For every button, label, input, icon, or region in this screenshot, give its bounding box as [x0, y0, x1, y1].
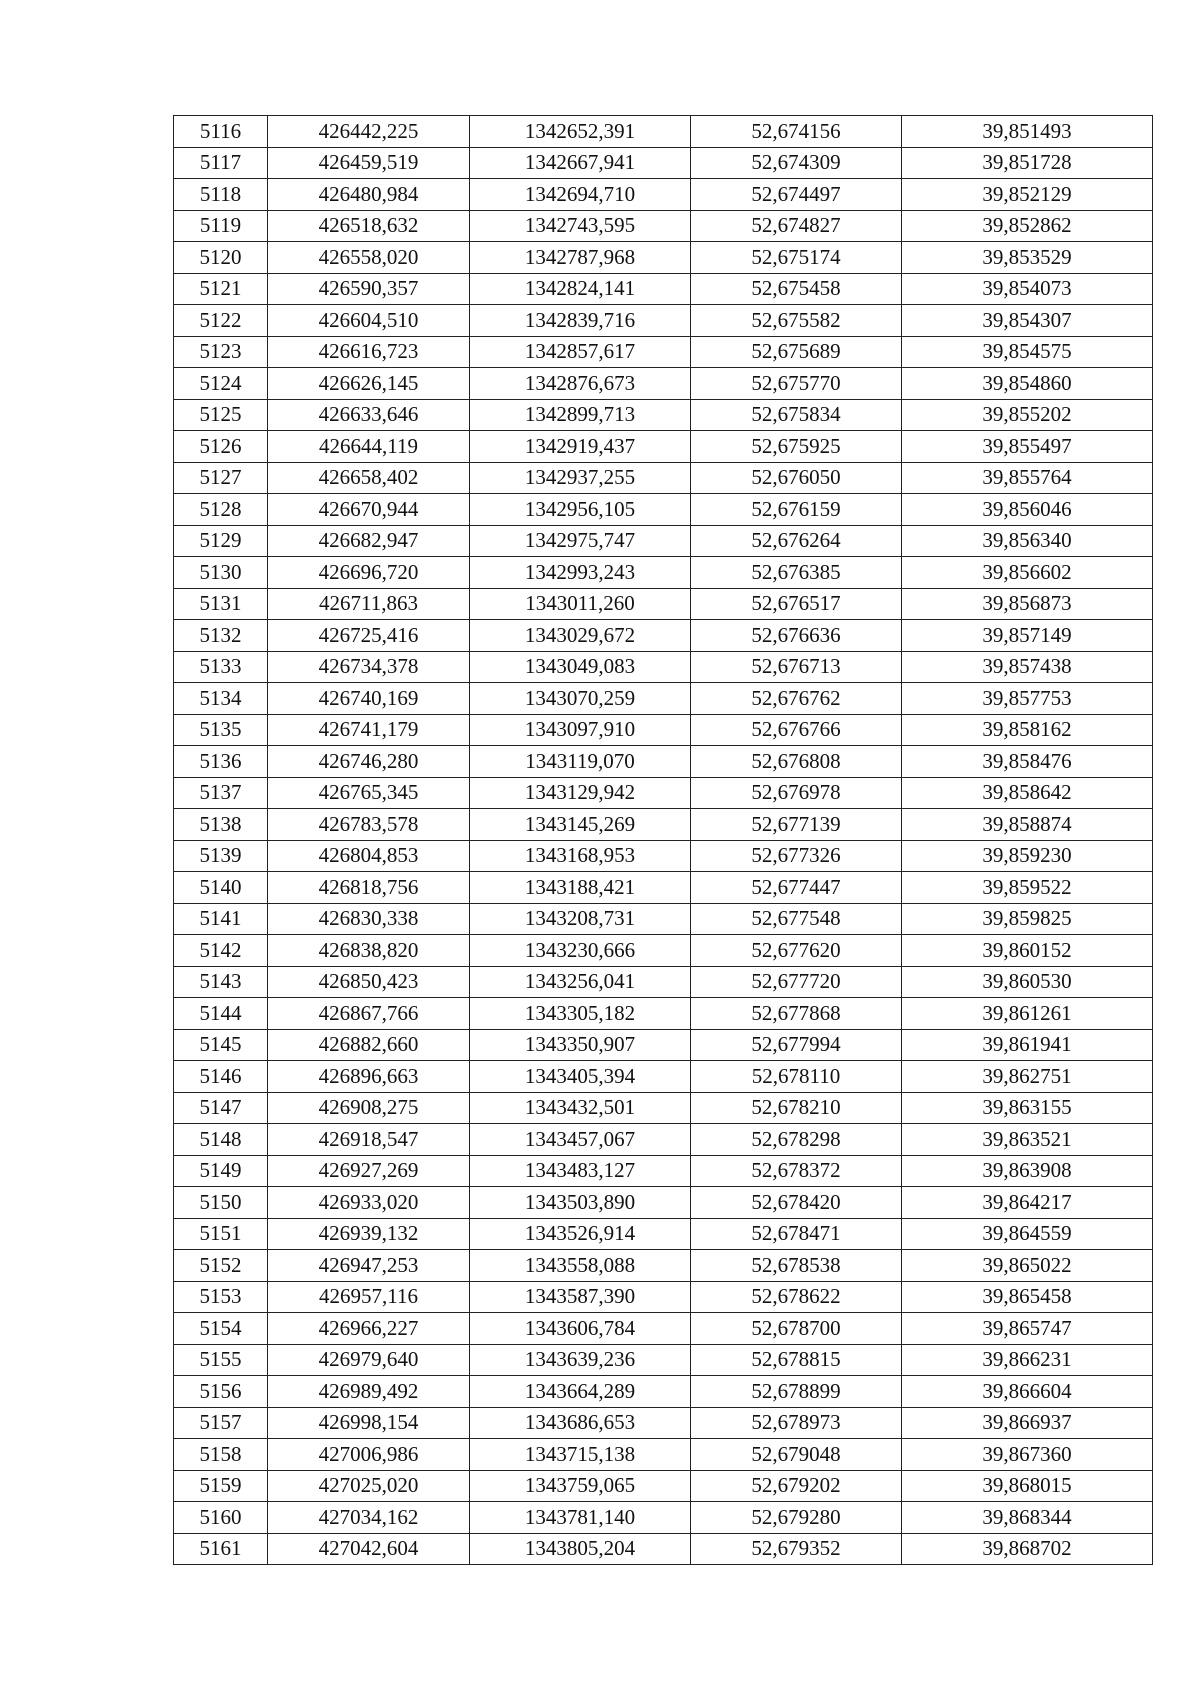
x-coordinate-cell: 426882,660	[268, 1029, 470, 1061]
x-coordinate-cell: 426740,169	[268, 683, 470, 715]
point-number-cell: 5138	[174, 809, 268, 841]
x-coordinate-cell: 427025,020	[268, 1470, 470, 1502]
x-coordinate-cell: 426979,640	[268, 1344, 470, 1376]
point-number-cell: 5134	[174, 683, 268, 715]
y-coordinate-cell: 1342975,747	[470, 525, 691, 557]
longitude-cell: 39,858874	[902, 809, 1153, 841]
point-number-cell: 5130	[174, 557, 268, 589]
table-row	[174, 998, 1153, 1030]
table-row	[174, 966, 1153, 998]
longitude-cell: 39,866231	[902, 1344, 1153, 1376]
point-number-cell: 5152	[174, 1250, 268, 1282]
longitude-cell: 39,854575	[902, 336, 1153, 368]
x-coordinate-cell: 426850,423	[268, 966, 470, 998]
table-row	[174, 1313, 1153, 1345]
point-number-cell: 5149	[174, 1155, 268, 1187]
x-coordinate-cell: 426670,944	[268, 494, 470, 526]
y-coordinate-cell: 1343029,672	[470, 620, 691, 652]
latitude-cell: 52,678622	[691, 1281, 902, 1313]
point-number-cell: 5158	[174, 1439, 268, 1471]
x-coordinate-cell: 426590,357	[268, 273, 470, 305]
latitude-cell: 52,678471	[691, 1218, 902, 1250]
longitude-cell: 39,856340	[902, 525, 1153, 557]
latitude-cell: 52,678420	[691, 1187, 902, 1219]
y-coordinate-cell: 1343208,731	[470, 903, 691, 935]
y-coordinate-cell: 1343483,127	[470, 1155, 691, 1187]
y-coordinate-cell: 1343119,070	[470, 746, 691, 778]
latitude-cell: 52,678538	[691, 1250, 902, 1282]
longitude-cell: 39,854307	[902, 305, 1153, 337]
point-number-cell: 5126	[174, 431, 268, 463]
table-row	[174, 777, 1153, 809]
point-number-cell: 5160	[174, 1502, 268, 1534]
latitude-cell: 52,676159	[691, 494, 902, 526]
point-number-cell: 5153	[174, 1281, 268, 1313]
y-coordinate-cell: 1342694,710	[470, 179, 691, 211]
point-number-cell: 5147	[174, 1092, 268, 1124]
latitude-cell: 52,678110	[691, 1061, 902, 1093]
y-coordinate-cell: 1342667,941	[470, 147, 691, 179]
table-row	[174, 809, 1153, 841]
point-number-cell: 5142	[174, 935, 268, 967]
table-row	[174, 336, 1153, 368]
latitude-cell: 52,674827	[691, 210, 902, 242]
latitude-cell: 52,676978	[691, 777, 902, 809]
table-row	[174, 872, 1153, 904]
longitude-cell: 39,854860	[902, 368, 1153, 400]
longitude-cell: 39,857753	[902, 683, 1153, 715]
latitude-cell: 52,676517	[691, 588, 902, 620]
table-row	[174, 1124, 1153, 1156]
x-coordinate-cell: 426933,020	[268, 1187, 470, 1219]
latitude-cell: 52,675174	[691, 242, 902, 274]
longitude-cell: 39,852862	[902, 210, 1153, 242]
latitude-cell: 52,677139	[691, 809, 902, 841]
x-coordinate-cell: 426682,947	[268, 525, 470, 557]
table-row	[174, 1155, 1153, 1187]
point-number-cell: 5127	[174, 462, 268, 494]
point-number-cell: 5150	[174, 1187, 268, 1219]
table-row	[174, 1029, 1153, 1061]
x-coordinate-cell: 426696,720	[268, 557, 470, 589]
y-coordinate-cell: 1342876,673	[470, 368, 691, 400]
x-coordinate-cell: 426989,492	[268, 1376, 470, 1408]
y-coordinate-cell: 1343715,138	[470, 1439, 691, 1471]
x-coordinate-cell: 426966,227	[268, 1313, 470, 1345]
x-coordinate-cell: 426616,723	[268, 336, 470, 368]
longitude-cell: 39,867360	[902, 1439, 1153, 1471]
y-coordinate-cell: 1342993,243	[470, 557, 691, 589]
point-number-cell: 5117	[174, 147, 268, 179]
point-number-cell: 5123	[174, 336, 268, 368]
longitude-cell: 39,851728	[902, 147, 1153, 179]
latitude-cell: 52,676050	[691, 462, 902, 494]
y-coordinate-cell: 1343686,653	[470, 1407, 691, 1439]
y-coordinate-cell: 1343350,907	[470, 1029, 691, 1061]
point-number-cell: 5139	[174, 840, 268, 872]
y-coordinate-cell: 1343503,890	[470, 1187, 691, 1219]
latitude-cell: 52,676762	[691, 683, 902, 715]
latitude-cell: 52,679280	[691, 1502, 902, 1534]
table-row	[174, 494, 1153, 526]
point-number-cell: 5131	[174, 588, 268, 620]
table-row	[174, 1533, 1153, 1565]
longitude-cell: 39,860530	[902, 966, 1153, 998]
latitude-cell: 52,674156	[691, 116, 902, 148]
table-row	[174, 714, 1153, 746]
x-coordinate-cell: 426459,519	[268, 147, 470, 179]
latitude-cell: 52,675689	[691, 336, 902, 368]
latitude-cell: 52,676636	[691, 620, 902, 652]
x-coordinate-cell: 426867,766	[268, 998, 470, 1030]
point-number-cell: 5161	[174, 1533, 268, 1565]
table-row	[174, 1439, 1153, 1471]
y-coordinate-cell: 1343457,067	[470, 1124, 691, 1156]
x-coordinate-cell: 426725,416	[268, 620, 470, 652]
point-number-cell: 5157	[174, 1407, 268, 1439]
x-coordinate-cell: 426480,984	[268, 179, 470, 211]
latitude-cell: 52,677620	[691, 935, 902, 967]
x-coordinate-cell: 426518,632	[268, 210, 470, 242]
y-coordinate-cell: 1343168,953	[470, 840, 691, 872]
x-coordinate-cell: 426947,253	[268, 1250, 470, 1282]
table-row	[174, 305, 1153, 337]
y-coordinate-cell: 1343664,289	[470, 1376, 691, 1408]
table-row	[174, 431, 1153, 463]
point-number-cell: 5145	[174, 1029, 268, 1061]
y-coordinate-cell: 1343405,394	[470, 1061, 691, 1093]
point-number-cell: 5137	[174, 777, 268, 809]
longitude-cell: 39,863908	[902, 1155, 1153, 1187]
table-row	[174, 242, 1153, 274]
table-row	[174, 1092, 1153, 1124]
y-coordinate-cell: 1343145,269	[470, 809, 691, 841]
point-number-cell: 5151	[174, 1218, 268, 1250]
table-row	[174, 651, 1153, 683]
x-coordinate-cell: 426838,820	[268, 935, 470, 967]
point-number-cell: 5133	[174, 651, 268, 683]
table-row	[174, 935, 1153, 967]
x-coordinate-cell: 427034,162	[268, 1502, 470, 1534]
point-number-cell: 5141	[174, 903, 268, 935]
y-coordinate-cell: 1343432,501	[470, 1092, 691, 1124]
table-row	[174, 1376, 1153, 1408]
table-row	[174, 588, 1153, 620]
y-coordinate-cell: 1343305,182	[470, 998, 691, 1030]
longitude-cell: 39,853529	[902, 242, 1153, 274]
longitude-cell: 39,864559	[902, 1218, 1153, 1250]
y-coordinate-cell: 1343097,910	[470, 714, 691, 746]
y-coordinate-cell: 1343759,065	[470, 1470, 691, 1502]
longitude-cell: 39,856602	[902, 557, 1153, 589]
point-number-cell: 5159	[174, 1470, 268, 1502]
x-coordinate-cell: 426896,663	[268, 1061, 470, 1093]
coordinates-table-body	[174, 116, 1153, 1565]
point-number-cell: 5155	[174, 1344, 268, 1376]
latitude-cell: 52,677326	[691, 840, 902, 872]
table-row	[174, 1502, 1153, 1534]
y-coordinate-cell: 1342956,105	[470, 494, 691, 526]
x-coordinate-cell: 426918,547	[268, 1124, 470, 1156]
latitude-cell: 52,676713	[691, 651, 902, 683]
longitude-cell: 39,856873	[902, 588, 1153, 620]
longitude-cell: 39,861261	[902, 998, 1153, 1030]
longitude-cell: 39,868015	[902, 1470, 1153, 1502]
longitude-cell: 39,858642	[902, 777, 1153, 809]
latitude-cell: 52,678210	[691, 1092, 902, 1124]
table-row	[174, 1061, 1153, 1093]
x-coordinate-cell: 426765,345	[268, 777, 470, 809]
latitude-cell: 52,679202	[691, 1470, 902, 1502]
longitude-cell: 39,859230	[902, 840, 1153, 872]
point-number-cell: 5135	[174, 714, 268, 746]
x-coordinate-cell: 426626,145	[268, 368, 470, 400]
longitude-cell: 39,854073	[902, 273, 1153, 305]
latitude-cell: 52,675770	[691, 368, 902, 400]
latitude-cell: 52,678815	[691, 1344, 902, 1376]
longitude-cell: 39,868702	[902, 1533, 1153, 1565]
longitude-cell: 39,855764	[902, 462, 1153, 494]
latitude-cell: 52,676385	[691, 557, 902, 589]
latitude-cell: 52,678298	[691, 1124, 902, 1156]
table-row	[174, 210, 1153, 242]
y-coordinate-cell: 1342899,713	[470, 399, 691, 431]
y-coordinate-cell: 1343526,914	[470, 1218, 691, 1250]
point-number-cell: 5121	[174, 273, 268, 305]
y-coordinate-cell: 1343639,236	[470, 1344, 691, 1376]
y-coordinate-cell: 1343011,260	[470, 588, 691, 620]
x-coordinate-cell: 426658,402	[268, 462, 470, 494]
x-coordinate-cell: 426998,154	[268, 1407, 470, 1439]
x-coordinate-cell: 426734,378	[268, 651, 470, 683]
latitude-cell: 52,676808	[691, 746, 902, 778]
y-coordinate-cell: 1343129,942	[470, 777, 691, 809]
latitude-cell: 52,674497	[691, 179, 902, 211]
point-number-cell: 5140	[174, 872, 268, 904]
point-number-cell: 5122	[174, 305, 268, 337]
point-number-cell: 5136	[174, 746, 268, 778]
y-coordinate-cell: 1343188,421	[470, 872, 691, 904]
point-number-cell: 5156	[174, 1376, 268, 1408]
y-coordinate-cell: 1343606,784	[470, 1313, 691, 1345]
latitude-cell: 52,678899	[691, 1376, 902, 1408]
latitude-cell: 52,675925	[691, 431, 902, 463]
longitude-cell: 39,865458	[902, 1281, 1153, 1313]
latitude-cell: 52,676766	[691, 714, 902, 746]
longitude-cell: 39,856046	[902, 494, 1153, 526]
y-coordinate-cell: 1342919,437	[470, 431, 691, 463]
table-row	[174, 840, 1153, 872]
table-row	[174, 1344, 1153, 1376]
latitude-cell: 52,677868	[691, 998, 902, 1030]
y-coordinate-cell: 1342839,716	[470, 305, 691, 337]
x-coordinate-cell: 426741,179	[268, 714, 470, 746]
y-coordinate-cell: 1343049,083	[470, 651, 691, 683]
y-coordinate-cell: 1342787,968	[470, 242, 691, 274]
latitude-cell: 52,675458	[691, 273, 902, 305]
table-row	[174, 399, 1153, 431]
latitude-cell: 52,677720	[691, 966, 902, 998]
table-row	[174, 903, 1153, 935]
longitude-cell: 39,865022	[902, 1250, 1153, 1282]
point-number-cell: 5119	[174, 210, 268, 242]
table-row	[174, 1281, 1153, 1313]
point-number-cell: 5118	[174, 179, 268, 211]
table-row	[174, 557, 1153, 589]
table-row	[174, 179, 1153, 211]
table-row	[174, 147, 1153, 179]
x-coordinate-cell: 426908,275	[268, 1092, 470, 1124]
x-coordinate-cell: 426927,269	[268, 1155, 470, 1187]
longitude-cell: 39,865747	[902, 1313, 1153, 1345]
point-number-cell: 5132	[174, 620, 268, 652]
point-number-cell: 5143	[174, 966, 268, 998]
y-coordinate-cell: 1343070,259	[470, 683, 691, 715]
latitude-cell: 52,679048	[691, 1439, 902, 1471]
latitude-cell: 52,677447	[691, 872, 902, 904]
x-coordinate-cell: 426604,510	[268, 305, 470, 337]
table-row	[174, 116, 1153, 148]
y-coordinate-cell: 1342857,617	[470, 336, 691, 368]
table-row	[174, 620, 1153, 652]
coordinates-table	[173, 115, 1153, 1565]
longitude-cell: 39,864217	[902, 1187, 1153, 1219]
longitude-cell: 39,857149	[902, 620, 1153, 652]
longitude-cell: 39,858162	[902, 714, 1153, 746]
table-row	[174, 462, 1153, 494]
longitude-cell: 39,852129	[902, 179, 1153, 211]
latitude-cell: 52,677548	[691, 903, 902, 935]
table-row	[174, 273, 1153, 305]
longitude-cell: 39,863155	[902, 1092, 1153, 1124]
table-row	[174, 525, 1153, 557]
longitude-cell: 39,868344	[902, 1502, 1153, 1534]
x-coordinate-cell: 426957,116	[268, 1281, 470, 1313]
point-number-cell: 5144	[174, 998, 268, 1030]
latitude-cell: 52,675834	[691, 399, 902, 431]
point-number-cell: 5154	[174, 1313, 268, 1345]
x-coordinate-cell: 426818,756	[268, 872, 470, 904]
point-number-cell: 5120	[174, 242, 268, 274]
latitude-cell: 52,679352	[691, 1533, 902, 1565]
longitude-cell: 39,866604	[902, 1376, 1153, 1408]
longitude-cell: 39,859522	[902, 872, 1153, 904]
y-coordinate-cell: 1343805,204	[470, 1533, 691, 1565]
table-row	[174, 746, 1153, 778]
latitude-cell: 52,676264	[691, 525, 902, 557]
x-coordinate-cell: 426939,132	[268, 1218, 470, 1250]
longitude-cell: 39,866937	[902, 1407, 1153, 1439]
latitude-cell: 52,677994	[691, 1029, 902, 1061]
latitude-cell: 52,678973	[691, 1407, 902, 1439]
longitude-cell: 39,855202	[902, 399, 1153, 431]
y-coordinate-cell: 1342743,595	[470, 210, 691, 242]
table-row	[174, 1187, 1153, 1219]
table-row	[174, 1250, 1153, 1282]
x-coordinate-cell: 426442,225	[268, 116, 470, 148]
x-coordinate-cell: 426783,578	[268, 809, 470, 841]
y-coordinate-cell: 1342652,391	[470, 116, 691, 148]
table-row	[174, 1470, 1153, 1502]
point-number-cell: 5146	[174, 1061, 268, 1093]
y-coordinate-cell: 1343256,041	[470, 966, 691, 998]
point-number-cell: 5148	[174, 1124, 268, 1156]
longitude-cell: 39,863521	[902, 1124, 1153, 1156]
longitude-cell: 39,858476	[902, 746, 1153, 778]
longitude-cell: 39,860152	[902, 935, 1153, 967]
x-coordinate-cell: 426644,119	[268, 431, 470, 463]
longitude-cell: 39,851493	[902, 116, 1153, 148]
point-number-cell: 5116	[174, 116, 268, 148]
longitude-cell: 39,861941	[902, 1029, 1153, 1061]
latitude-cell: 52,678372	[691, 1155, 902, 1187]
table-row	[174, 1407, 1153, 1439]
y-coordinate-cell: 1343781,140	[470, 1502, 691, 1534]
table-row	[174, 368, 1153, 400]
x-coordinate-cell: 426711,863	[268, 588, 470, 620]
x-coordinate-cell: 426558,020	[268, 242, 470, 274]
point-number-cell: 5128	[174, 494, 268, 526]
latitude-cell: 52,678700	[691, 1313, 902, 1345]
latitude-cell: 52,675582	[691, 305, 902, 337]
point-number-cell: 5129	[174, 525, 268, 557]
x-coordinate-cell: 426830,338	[268, 903, 470, 935]
table-row	[174, 683, 1153, 715]
point-number-cell: 5125	[174, 399, 268, 431]
y-coordinate-cell: 1343558,088	[470, 1250, 691, 1282]
x-coordinate-cell: 426633,646	[268, 399, 470, 431]
x-coordinate-cell: 427006,986	[268, 1439, 470, 1471]
x-coordinate-cell: 426804,853	[268, 840, 470, 872]
longitude-cell: 39,859825	[902, 903, 1153, 935]
longitude-cell: 39,857438	[902, 651, 1153, 683]
y-coordinate-cell: 1343230,666	[470, 935, 691, 967]
x-coordinate-cell: 426746,280	[268, 746, 470, 778]
table-row	[174, 1218, 1153, 1250]
latitude-cell: 52,674309	[691, 147, 902, 179]
longitude-cell: 39,855497	[902, 431, 1153, 463]
y-coordinate-cell: 1342824,141	[470, 273, 691, 305]
longitude-cell: 39,862751	[902, 1061, 1153, 1093]
x-coordinate-cell: 427042,604	[268, 1533, 470, 1565]
point-number-cell: 5124	[174, 368, 268, 400]
y-coordinate-cell: 1343587,390	[470, 1281, 691, 1313]
y-coordinate-cell: 1342937,255	[470, 462, 691, 494]
